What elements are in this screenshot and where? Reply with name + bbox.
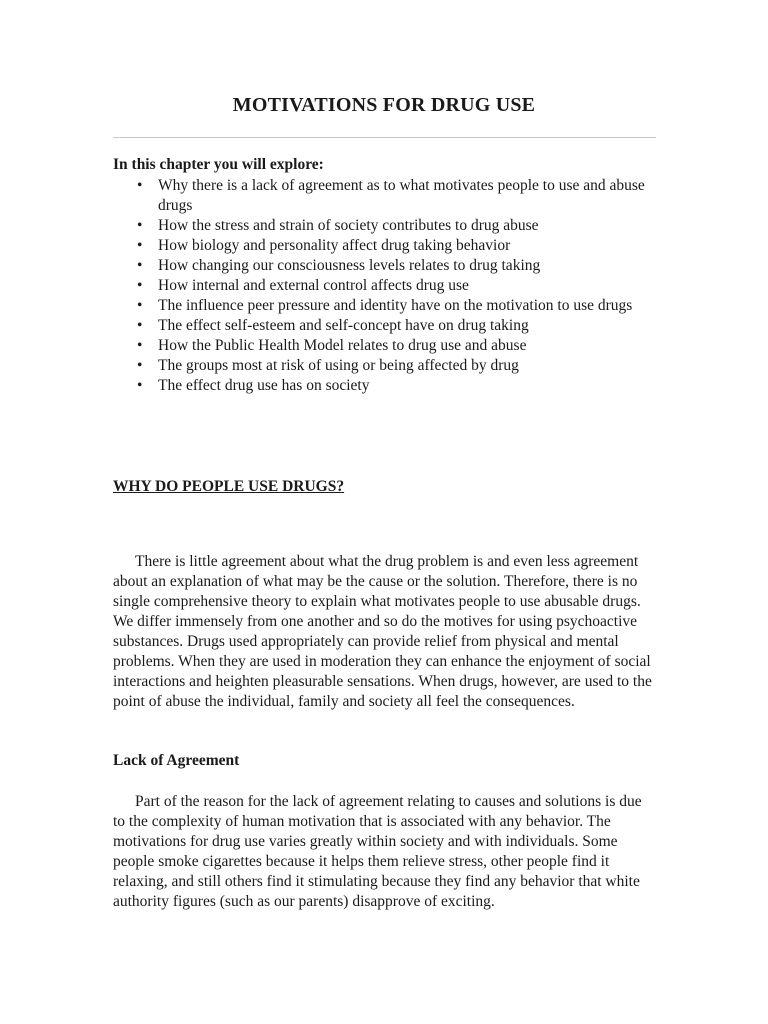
intro-heading: In this chapter you will explore: <box>113 156 324 173</box>
title-divider <box>113 137 656 138</box>
list-item: • Why there is a lack of agreement as to what motivates people to use and abuse drugs <box>113 176 673 216</box>
objectives-list <box>113 176 673 396</box>
list-item: • How the Public Health Model relates to drug use and abuse <box>113 336 673 356</box>
list-item: • The effect drug use has on society <box>113 376 673 396</box>
list-item: • The influence peer pressure and identity have on the motivation to use drugs <box>113 296 673 316</box>
page-title: MOTIVATIONS FOR DRUG USE <box>232 94 536 116</box>
list-item: • How internal and external control affects drug use <box>113 276 673 296</box>
list-item: • How changing our consciousness levels relates to drug taking <box>113 256 673 276</box>
subsection-heading: Lack of Agreement <box>113 752 240 769</box>
list-item: • How biology and personality affect drug taking behavior <box>113 236 673 256</box>
body-paragraph: There is little agreement about what the drug problem is and even less agreement about an explanation of what may be the cause or the solution. Therefore, there is no single comprehensive theory to explain what motivates people to use abusable drugs. We differ immensely from one another and so do the motives for using psychoactive substances. Drugs used appropriately can provide relief from physical and mental problems. When they are used in moderation they can enhance the enjoyment of social interactions and heighten pleasurable sensations. When drugs, however, are used to the point of abuse the individual, family and society all feel the consequences. <box>113 553 652 710</box>
list-item: • The effect self-esteem and self-concept have on drug taking <box>113 316 673 336</box>
list-item: • The groups most at risk of using or being affected by drug <box>113 356 673 376</box>
body-paragraph: Part of the reason for the lack of agreement relating to causes and solutions is due to the complexity of human motivation that is associated with any behavior. The motivations for drug use varies greatly within society and with individuals. Some people smoke cigarettes because it helps them relieve stress, other people find it relaxing, and still others find it stimulating because they find any behavior that white authority figures (such as our parents) disapprove of exciting. <box>113 793 642 910</box>
section-heading: WHY DO PEOPLE USE DRUGS? <box>113 478 345 495</box>
list-item: • How the stress and strain of society contributes to drug abuse <box>113 216 673 236</box>
